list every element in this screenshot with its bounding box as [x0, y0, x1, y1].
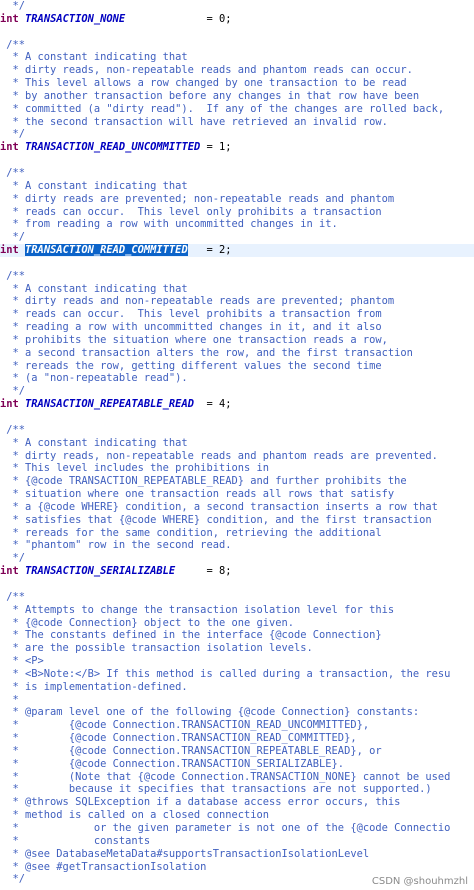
comment-text: * a {@code WHERE} condition, a second transaction inserts a row that — [0, 500, 438, 513]
comment-text: * prohibits the situation where one transaction reads a row, — [0, 333, 388, 346]
comment-text: * A constant indicating that — [0, 282, 188, 295]
field-name[interactable]: TRANSACTION_READ_UNCOMMITTED — [25, 141, 201, 154]
comment-text: * {@code Connection.TRANSACTION_READ_COMMITTED}, — [0, 732, 357, 745]
comment-line — [0, 514, 474, 527]
comment-line — [0, 604, 474, 617]
comment-text: * The constants defined in the interface {@code Connection} — [0, 629, 382, 642]
comment-line — [0, 539, 474, 552]
keyword-int: int — [0, 565, 19, 578]
comment-text: /** — [0, 38, 26, 51]
code-line-blank — [0, 154, 474, 167]
comment-line — [0, 591, 474, 604]
comment-text: * because it specifies that transactions are not supported.) — [0, 783, 432, 796]
comment-line — [0, 783, 474, 796]
comment-text: * the second transaction will have retrieved an invalid row. — [0, 115, 388, 128]
field-declaration — [0, 141, 474, 154]
comment-line — [0, 334, 474, 347]
comment-line — [0, 180, 474, 193]
comment-line — [0, 861, 474, 874]
field-declaration — [0, 398, 474, 411]
comment-line — [0, 372, 474, 385]
comment-line — [0, 681, 474, 694]
field-value: = 0; — [125, 12, 232, 25]
field-name[interactable]: TRANSACTION_SERIALIZABLE — [25, 565, 176, 578]
comment-text: * dirty reads are prevented; non-repeatable reads and phantom — [0, 192, 395, 205]
comment-line — [0, 809, 474, 822]
code-line-blank — [0, 257, 474, 270]
comment-text: * reads can occur. This level only prohibits a transaction — [0, 205, 382, 218]
comment-text: * situation where one transaction reads all rows that satisfy — [0, 488, 395, 501]
field-value: = 8; — [175, 565, 232, 578]
field-value: = 1; — [200, 141, 232, 154]
comment-line — [0, 321, 474, 334]
comment-line — [0, 103, 474, 116]
field-name[interactable]: TRANSACTION_REPEATABLE_READ — [25, 398, 194, 411]
comment-line — [0, 796, 474, 809]
comment-text: * (a "non-repeatable read"). — [0, 372, 188, 385]
comment-text: * rereads for the same condition, retrieving the additional — [0, 526, 382, 539]
comment-line — [0, 527, 474, 540]
comment-text: * is implementation-defined. — [0, 680, 188, 693]
comment-line — [0, 771, 474, 784]
comment-line — [0, 347, 474, 360]
keyword-int: int — [0, 12, 19, 25]
comment-text: * @throws SQLException if a database access error occurs, this — [0, 796, 401, 809]
comment-text: * (Note that {@code Connection.TRANSACTION_NONE} cannot be used — [0, 770, 451, 783]
comment-line — [0, 283, 474, 296]
comment-line — [0, 295, 474, 308]
comment-text: * rereads the row, getting different values the second time — [0, 359, 382, 372]
comment-text: * @see #getTransactionIsolation — [0, 860, 207, 873]
keyword-int: int — [0, 398, 19, 411]
comment-text: * {@code Connection} object to the one given. — [0, 616, 295, 629]
comment-text: * <B>Note:</B> If this method is called during a transaction, the resu — [0, 667, 451, 680]
comment-text: * or the given parameter is not one of the {@code Connectio — [0, 822, 451, 834]
comment-line — [0, 90, 474, 103]
comment-line — [0, 617, 474, 630]
comment-line — [0, 642, 474, 655]
comment-text: * — [0, 693, 19, 706]
comment-line — [0, 193, 474, 206]
comment-text: * a second transaction alters the row, and the first transaction — [0, 346, 413, 359]
field-declaration — [0, 13, 474, 26]
comment-text: */ — [0, 552, 26, 565]
comment-line — [0, 116, 474, 129]
comment-text: * method is called on a closed connection — [0, 809, 269, 822]
comment-text: * dirty reads, non-repeatable reads and phantom reads are prevented. — [0, 449, 438, 462]
comment-line — [0, 450, 474, 463]
comment-text: * This level allows a row changed by one transaction to be read — [0, 77, 407, 90]
comment-text: */ — [0, 873, 26, 886]
comment-line — [0, 308, 474, 321]
comment-text: * committed (a "dirty read"). If any of the changes are rolled back, — [0, 102, 445, 115]
comment-text: * A constant indicating that — [0, 179, 188, 192]
comment-line — [0, 128, 474, 141]
comment-text: */ — [0, 231, 26, 244]
comment-line — [0, 668, 474, 681]
comment-text: * {@code TRANSACTION_REPEATABLE_READ} and further prohibits the — [0, 475, 407, 488]
comment-text: */ — [0, 385, 26, 398]
comment-text: * reading a row with uncommitted changes in it, and it also — [0, 321, 382, 334]
comment-text: * from reading a row with uncommitted changes in it. — [0, 218, 338, 231]
comment-text: * by another transaction before any changes in that row have been — [0, 89, 420, 102]
comment-text: */ — [0, 128, 26, 141]
comment-text: * A constant indicating that — [0, 436, 188, 449]
comment-text: * Attempts to change the transaction isolation level for this — [0, 603, 395, 616]
comment-line — [0, 462, 474, 475]
comment-text: * {@code Connection.TRANSACTION_REPEATABLE_READ}, or — [0, 744, 382, 757]
comment-line — [0, 745, 474, 758]
field-declaration — [0, 565, 474, 578]
comment-text: /** — [0, 423, 26, 436]
comment-text: /** — [0, 590, 26, 603]
comment-line — [0, 218, 474, 231]
comment-line — [0, 385, 474, 398]
comment-text: * A constant indicating that — [0, 51, 188, 64]
comment-text: * are the possible transaction isolation levels. — [0, 642, 313, 655]
comment-text: * satisfies that {@code WHERE} condition, and the first transaction — [0, 513, 432, 526]
keyword-int: int — [0, 244, 19, 257]
comment-text: * {@code Connection.TRANSACTION_SERIALIZABLE}. — [0, 757, 345, 770]
comment-line — [0, 501, 474, 514]
comment-text: * <P> — [0, 655, 44, 668]
code-line-blank — [0, 411, 474, 424]
comment-text: * This level includes the prohibitions in — [0, 462, 269, 475]
comment-line — [0, 719, 474, 732]
comment-text: * constants — [0, 834, 151, 847]
comment-text: /** — [0, 269, 26, 282]
comment-line — [0, 270, 474, 283]
comment-line — [0, 706, 474, 719]
comment-line — [0, 848, 474, 861]
comment-text: */ — [0, 0, 26, 12]
comment-line — [0, 360, 474, 373]
comment-line — [0, 552, 474, 565]
comment-line — [0, 424, 474, 437]
comment-text: /** — [0, 166, 26, 179]
comment-text: * {@code Connection.TRANSACTION_READ_UNCOMMITTED}, — [0, 719, 370, 732]
comment-text: * dirty reads, non-repeatable reads and phantom reads can occur. — [0, 64, 413, 77]
comment-line — [0, 0, 474, 13]
watermark-text: CSDN @shouhmzhl — [371, 876, 468, 887]
comment-line — [0, 732, 474, 745]
field-declaration — [0, 244, 474, 257]
comment-line — [0, 629, 474, 642]
comment-line — [0, 475, 474, 488]
comment-line — [0, 694, 474, 707]
comment-line — [0, 822, 474, 835]
comment-text: * reads can occur. This level prohibits a transaction from — [0, 308, 382, 321]
comment-text: * dirty reads and non-repeatable reads are prevented; phantom — [0, 295, 395, 308]
comment-line — [0, 758, 474, 771]
field-value: = 2; — [187, 244, 232, 257]
code-line-blank — [0, 578, 474, 591]
comment-line — [0, 835, 474, 848]
comment-line — [0, 77, 474, 90]
comment-line — [0, 488, 474, 501]
comment-text: * "phantom" row in the second read. — [0, 539, 232, 552]
field-name[interactable]: TRANSACTION_NONE — [25, 12, 126, 25]
keyword-int: int — [0, 141, 19, 154]
comment-line — [0, 231, 474, 244]
comment-line — [0, 64, 474, 77]
comment-line — [0, 206, 474, 219]
comment-line — [0, 51, 474, 64]
selected-field-name[interactable]: TRANSACTION_READ_COMMITTED — [25, 244, 188, 257]
field-value: = 4; — [193, 398, 232, 411]
comment-line — [0, 39, 474, 52]
code-line-blank — [0, 26, 474, 39]
comment-line — [0, 655, 474, 668]
comment-text: * @see DatabaseMetaData#supportsTransactionIsolationLevel — [0, 847, 370, 860]
comment-line — [0, 167, 474, 180]
comment-line — [0, 437, 474, 450]
comment-text: * @param level one of the following {@code Connection} constants: — [0, 706, 420, 719]
